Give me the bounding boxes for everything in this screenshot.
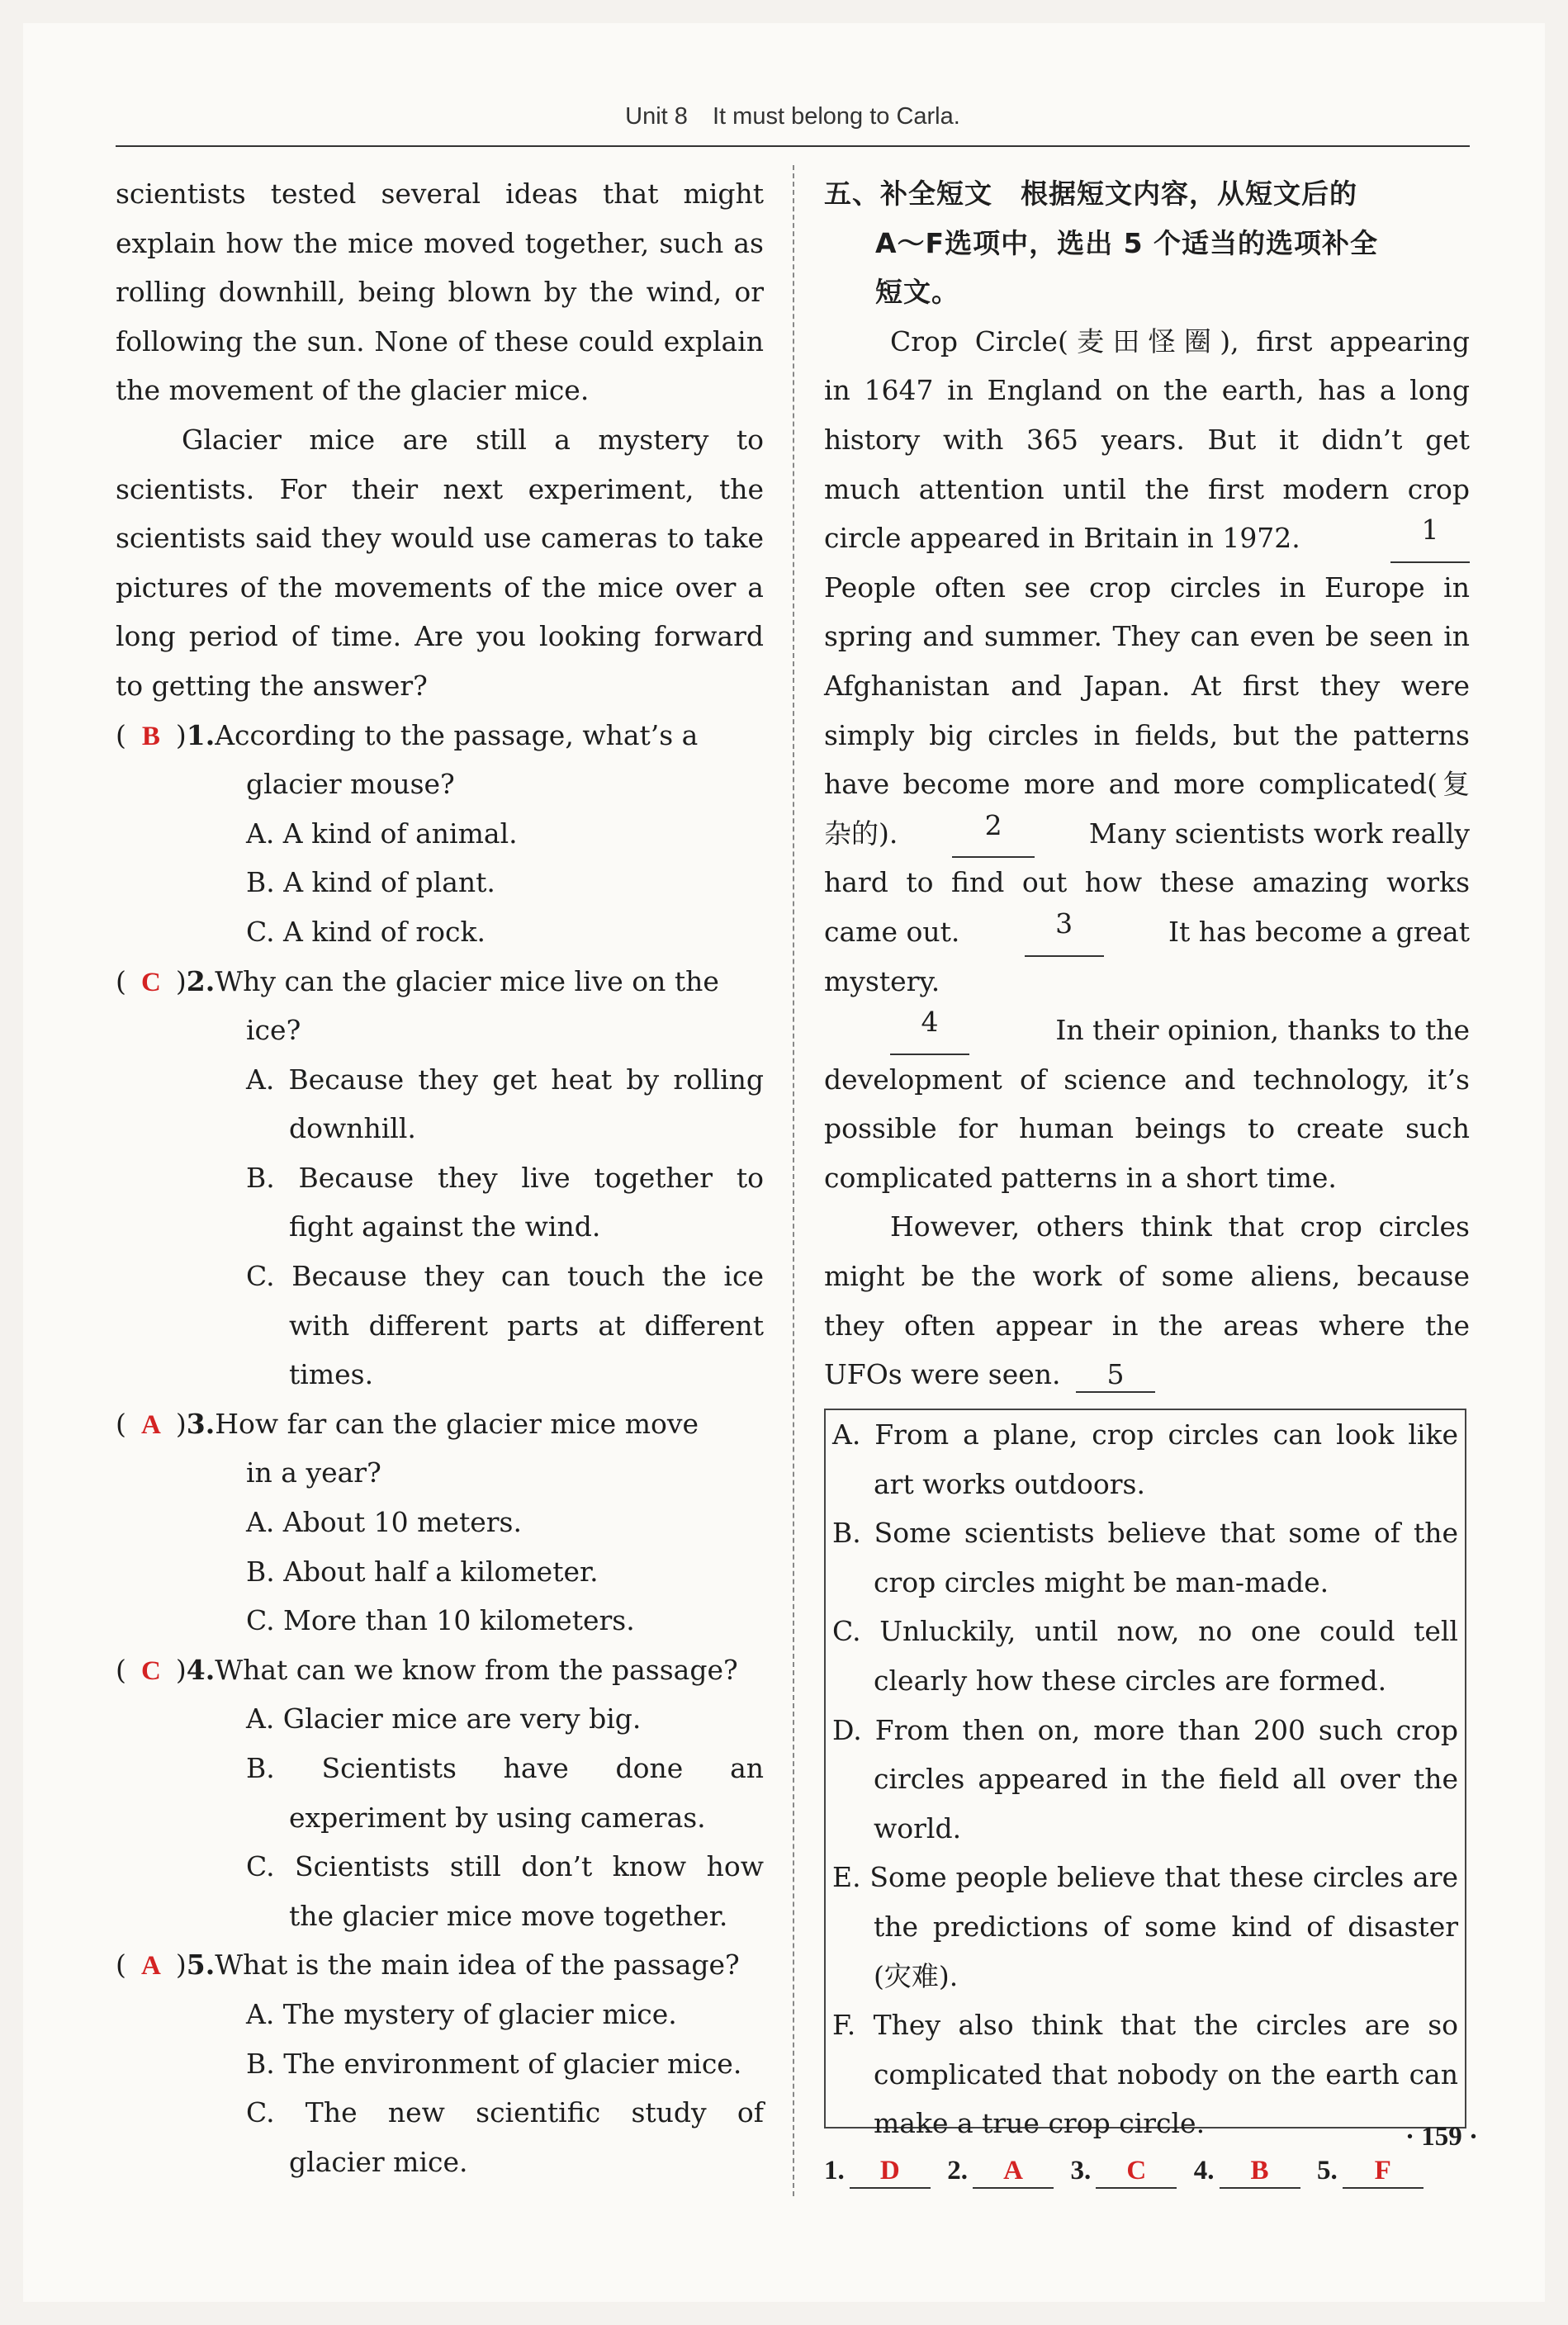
text-line: UFOs were seen. — [824, 1358, 1061, 1391]
text-line: mystery. — [824, 964, 940, 997]
answer-blank-1[interactable]: D — [850, 2154, 931, 2189]
answer-mark: C — [140, 1655, 161, 1686]
text-line: circle appeared in Britain in 1972. — [824, 522, 1300, 555]
text-line: pictures of the movements of the mice over a — [116, 571, 764, 604]
text-line: simply big circles in fields, but the patterns — [824, 718, 1470, 751]
question-text: What is the main idea of the passage? — [215, 1949, 740, 1982]
answer-blank-4[interactable]: B — [1220, 2154, 1300, 2189]
text-line: the movement of the glacier mice. — [116, 374, 590, 407]
question-5: ( A )5.What is the main idea of the passage? A. The mystery of glacier mice. B. The environment of glacier mice. C. The new scientific study of glacier mice. — [116, 1940, 764, 2186]
question-text: According to the passage, what’s a — [215, 718, 699, 751]
option-b: B. A kind of plant. — [246, 866, 495, 899]
option-c: C. A kind of rock. — [246, 915, 486, 948]
option-c: C. Scientists still don’t know how — [246, 1850, 764, 1883]
text-line: much attention until the first modern crop — [824, 472, 1470, 505]
option-d: D. From then on, more than 200 such crop — [832, 1713, 1458, 1746]
passage-paragraph-3 — [824, 1202, 1470, 1399]
header-rule — [116, 145, 1470, 147]
text-line: hard to find out how these amazing works — [824, 866, 1470, 899]
option-d-cont: world. — [874, 1811, 962, 1844]
question-4: ( C )4.What can we know from the passage? A. Glacier mice are very big. B. Scientists have done an experiment by using cameras. C. Scientists still don’t know how the glacier mice move together. — [116, 1645, 764, 1941]
text-line: However, others think that crop circles — [890, 1210, 1470, 1243]
option-e: E. Some people believe that these circles are — [832, 1861, 1458, 1894]
option-b: B. Scientists have done an — [246, 1752, 764, 1784]
section-title: A～F选项中，选出 5 个适当的选项补全 — [875, 226, 1379, 259]
option-c: C. The new scientific study of — [246, 2096, 764, 2129]
answer-mark: A — [140, 1951, 161, 1982]
option-c: C. Unluckily, until now, no one could tell — [832, 1615, 1458, 1648]
blank-3[interactable]: 3 — [1025, 907, 1104, 957]
left-column — [116, 169, 764, 2186]
text-line: long period of time. Are you looking forward — [116, 620, 764, 653]
option-c: C. More than 10 kilometers. — [246, 1604, 635, 1637]
column-divider — [793, 165, 794, 2196]
page-number: · 159 · — [1405, 2122, 1478, 2152]
text-line: explain how the mice moved together, such as — [116, 226, 764, 259]
option-c-cont: clearly how these circles are formed. — [874, 1664, 1387, 1697]
passage-paragraph-2 — [116, 415, 764, 711]
option-c-cont: times. — [289, 1358, 374, 1391]
answer-number: 2. — [947, 2156, 968, 2185]
text-line: history with 365 years. But it didn’t get — [824, 423, 1470, 456]
option-c-cont: glacier mice. — [289, 2145, 468, 2178]
option-f: F. They also think that the circles are so — [832, 2009, 1458, 2042]
text-line: Glacier mice are still a mystery to — [182, 423, 764, 456]
option-a: A. Because they get heat by rolling — [246, 1063, 764, 1096]
text-line: It has become a great — [1168, 915, 1470, 948]
text-line: Many scientists work really — [1088, 817, 1470, 850]
answer-blank-3[interactable]: C — [1096, 2154, 1177, 2189]
answer-number: 5. — [1317, 2156, 1338, 2185]
question-number: 3. — [186, 1407, 216, 1440]
answer-number: 1. — [824, 2156, 845, 2185]
question-number: 5. — [186, 1949, 216, 1982]
text-line: to getting the answer? — [116, 669, 428, 702]
answer-blank-2[interactable]: A — [973, 2154, 1054, 2189]
option-a: A. Glacier mice are very big. — [246, 1702, 642, 1735]
question-number: 1. — [186, 718, 216, 751]
text-line: 杂的). — [824, 817, 898, 850]
text-line: Afghanistan and Japan. At first they were — [824, 669, 1470, 702]
text-line: spring and summer. They can even be seen in — [824, 620, 1470, 653]
option-c-cont: with different parts at different — [289, 1309, 764, 1342]
text-line: following the sun. None of these could explain — [116, 324, 764, 358]
text-line: in 1647 in England on the earth, has a long — [824, 374, 1470, 407]
passage-paragraph-1 — [824, 317, 1470, 1006]
passage-paragraph-2 — [824, 1006, 1470, 1202]
option-b-cont: fight against the wind. — [289, 1210, 601, 1243]
question-text: Why can the glacier mice live on the — [215, 964, 719, 997]
option-b: B. Because they live together to — [246, 1161, 764, 1194]
question-1: ( B )1.According to the passage, what’s a glacier mouse? A. A kind of animal. B. A kind of plant. C. A kind of rock. — [116, 711, 764, 957]
text-line: have become more and more complicated(复 — [824, 768, 1470, 801]
option-b-cont: experiment by using cameras. — [289, 1801, 706, 1834]
answer-mark: A — [140, 1409, 161, 1440]
option-b: B. Some scientists believe that some of the — [832, 1517, 1458, 1550]
answer-mark: C — [140, 967, 161, 997]
section-title: 短文。 — [875, 276, 959, 309]
blank-2[interactable]: 2 — [952, 809, 1035, 859]
text-line: In their opinion, thanks to the — [1055, 1014, 1470, 1047]
option-f-cont: complicated that nobody on the earth can — [874, 2057, 1458, 2091]
text-line: rolling downhill, being blown by the wind, or — [116, 276, 764, 309]
answer-blank-5[interactable]: F — [1343, 2154, 1424, 2189]
text-line: scientists said they would use cameras to take — [116, 522, 764, 555]
right-column — [824, 169, 1470, 1399]
answer-number: 3. — [1070, 2156, 1092, 2185]
option-e-cont: (灾难). — [874, 1959, 959, 1992]
option-a: A. The mystery of glacier mice. — [246, 1997, 677, 2030]
text-line: scientists tested several ideas that might — [116, 178, 764, 210]
section-title: 五、补全短文 根据短文内容，从短文后的 — [824, 178, 1357, 210]
text-line: might be the work of some aliens, because — [824, 1260, 1470, 1293]
question-text: What can we know from the passage? — [215, 1653, 738, 1686]
passage-paragraph-1 — [116, 169, 764, 415]
question-text: How far can the glacier mice move — [215, 1407, 699, 1440]
option-a: A. About 10 meters. — [246, 1506, 522, 1539]
text-line: scientists. For their next experiment, the — [116, 472, 764, 505]
answer-row — [824, 2145, 1476, 2195]
option-b: B. The environment of glacier mice. — [246, 2047, 742, 2080]
running-header — [116, 103, 1470, 144]
blank-4[interactable]: 4 — [890, 1006, 969, 1055]
text-line: Crop Circle(麦田怪圈), first appearing — [890, 324, 1470, 358]
unit-label: Unit 8 — [625, 103, 688, 130]
text-line: People often see crop circles in Europe in — [824, 571, 1470, 604]
question-3: ( A )3.How far can the glacier mice move in a year? A. About 10 meters. B. About half a kilometer. C. More than 10 kilometers. — [116, 1399, 764, 1645]
option-c: C. Because they can touch the ice — [246, 1260, 764, 1293]
blank-5[interactable]: 5 — [1076, 1358, 1155, 1393]
option-e-cont: the predictions of some kind of disaster — [874, 1910, 1458, 1943]
text-line: development of science and technology, it’s — [824, 1063, 1470, 1096]
answer-mark: B — [141, 721, 160, 751]
option-a-cont: downhill. — [289, 1112, 416, 1145]
question-2: ( C )2.Why can the glacier mice live on the ice? A. Because they get heat by rolling downhill. B. Because they live together to fight against the wind. C. Because they can touch the ice with different parts at different times. — [116, 957, 764, 1399]
question-text: ice? — [246, 1014, 301, 1047]
option-a: A. From a plane, crop circles can look like — [832, 1418, 1458, 1451]
question-number: 4. — [186, 1653, 216, 1686]
option-a: A. A kind of animal. — [246, 817, 518, 850]
option-d-cont: circles appeared in the field all over the — [874, 1763, 1458, 1796]
unit-title: It must belong to Carla. — [713, 103, 960, 130]
option-f-cont: make a true crop circle. — [874, 2107, 1206, 2140]
text-line: possible for human beings to create such — [824, 1112, 1470, 1145]
option-b-cont: crop circles might be man-made. — [874, 1565, 1329, 1598]
blank-1[interactable]: 1 — [1390, 514, 1470, 563]
option-b: B. About half a kilometer. — [246, 1555, 599, 1588]
answer-number: 4. — [1193, 2156, 1215, 2185]
text-line: they often appear in the areas where the — [824, 1309, 1470, 1342]
option-c-cont: the glacier mice move together. — [289, 1899, 728, 1932]
option-a-cont: art works outdoors. — [874, 1467, 1145, 1500]
question-text: glacier mouse? — [246, 768, 455, 801]
question-text: in a year? — [246, 1456, 381, 1489]
text-line: came out. — [824, 915, 960, 948]
question-number: 2. — [186, 964, 216, 997]
text-line: complicated patterns in a short time. — [824, 1161, 1337, 1194]
